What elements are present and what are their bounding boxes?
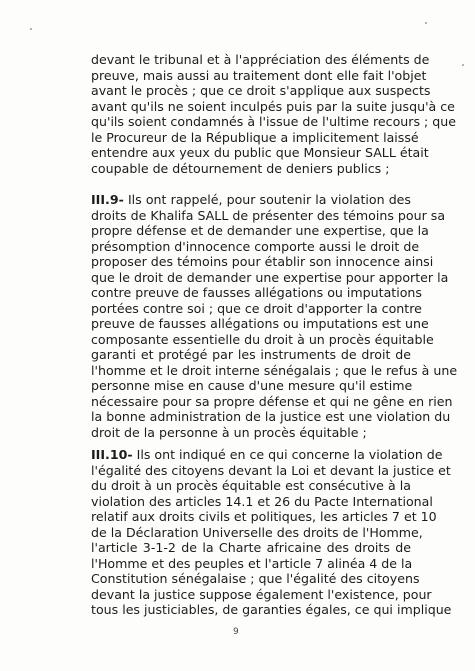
text-line: l'Homme et des peuples et l'article 7 alinéa 4 de la: [91, 555, 413, 571]
scan-speck: [30, 28, 32, 30]
paragraph-number: III.9-: [91, 192, 124, 207]
text-line: contre preuve de fausses allégations ou imputations: [91, 285, 422, 300]
text-line: garanti et protégé par les instruments de droit de: [91, 347, 411, 362]
text-line: le Procureur de la République a implicitement laissé: [91, 129, 419, 145]
text-line: propre défense et de demander une expertise, que la: [91, 223, 429, 238]
text-line: relatif aux droits civils et politiques, les articles 7 et 10: [91, 509, 437, 524]
paragraph-continuation: [91, 52, 456, 176]
text-line: la bonne administration de la justice est une violation du: [91, 409, 451, 424]
scan-speck: [425, 22, 427, 24]
text-line: Constitution sénégalaise ; que l'égalité des citoyens: [91, 571, 420, 586]
text-line: que le droit de demander une expertise pour apporter la: [91, 269, 449, 285]
paragraph-iii-10: [91, 447, 452, 618]
text-line: avant qu'ils ne soient inculpés puis par la suite jusqu'à ce: [91, 98, 455, 114]
text-line: l'article 3-1-2 de la Charte africaine des droits de: [91, 540, 411, 555]
text-line: [91, 447, 443, 463]
text-line: proposer des témoins pour établir son innocence ainsi: [91, 254, 434, 269]
text-line: tous les justiciables, de garanties égales, ce qui implique: [91, 602, 452, 617]
text-line: de la Déclaration Universelle des droits de l'Homme,: [91, 524, 423, 540]
text-line: preuve de fausses allégations ou imputations est une: [91, 316, 429, 331]
text-line: l'homme et le droit interne sénégalais ; que le refus à une: [91, 362, 458, 378]
text-line: preuve, mais aussi au traitement dont elle fait l'objet: [91, 67, 427, 83]
text-line-content: Ils ont rappelé, pour soutenir la violation des: [123, 192, 411, 207]
scan-speck: [462, 64, 464, 66]
text-line: du droit à un procès équitable est consécutive à la: [91, 478, 411, 493]
text-line: avant le procès ; que ce droit s'applique aux suspects: [91, 83, 431, 98]
text-line: devant la justice suppose également l'existence, pour: [91, 586, 432, 602]
text-line: devant le tribunal et à l'appréciation des éléments de: [91, 52, 430, 67]
paragraph-iii-9: [91, 192, 458, 440]
text-line: [91, 192, 411, 208]
text-line: droits de Khalifa SALL de présenter des témoins pour sa: [91, 207, 446, 223]
text-line: coupable de détournement de deniers publics ;: [91, 160, 390, 176]
text-line: composante essentielle du droit à un procès équitable: [91, 331, 434, 347]
text-line-content: Ils ont indiqué en ce qui concerne la violation de: [132, 447, 443, 462]
text-line: entendre aux yeux du public que Monsieur SALL était: [91, 145, 429, 160]
text-line: droit de la personne à un procès équitable ;: [91, 424, 367, 440]
page-number: 9: [233, 627, 239, 637]
text-line: violation des articles 14.1 et 26 du Pacte International: [91, 493, 433, 509]
text-line: nécessaire pour sa propre défense et qui ne gêne en rien: [91, 393, 453, 409]
text-line: l'égalité des citoyens devant la Loi et devant la justice et: [91, 462, 451, 478]
text-line: portées contre soi ; que ce droit d'apporter la contre: [91, 300, 422, 316]
text-line: présomption d'innocence comporte aussi le droit de: [91, 238, 420, 254]
text-line: qu'ils soient condamnés à l'issue de l'ultime recours ; que: [91, 114, 456, 129]
paragraph-number: III.10-: [91, 447, 133, 462]
text-line: personne mise en cause d'une mesure qu'il estime: [91, 378, 413, 393]
